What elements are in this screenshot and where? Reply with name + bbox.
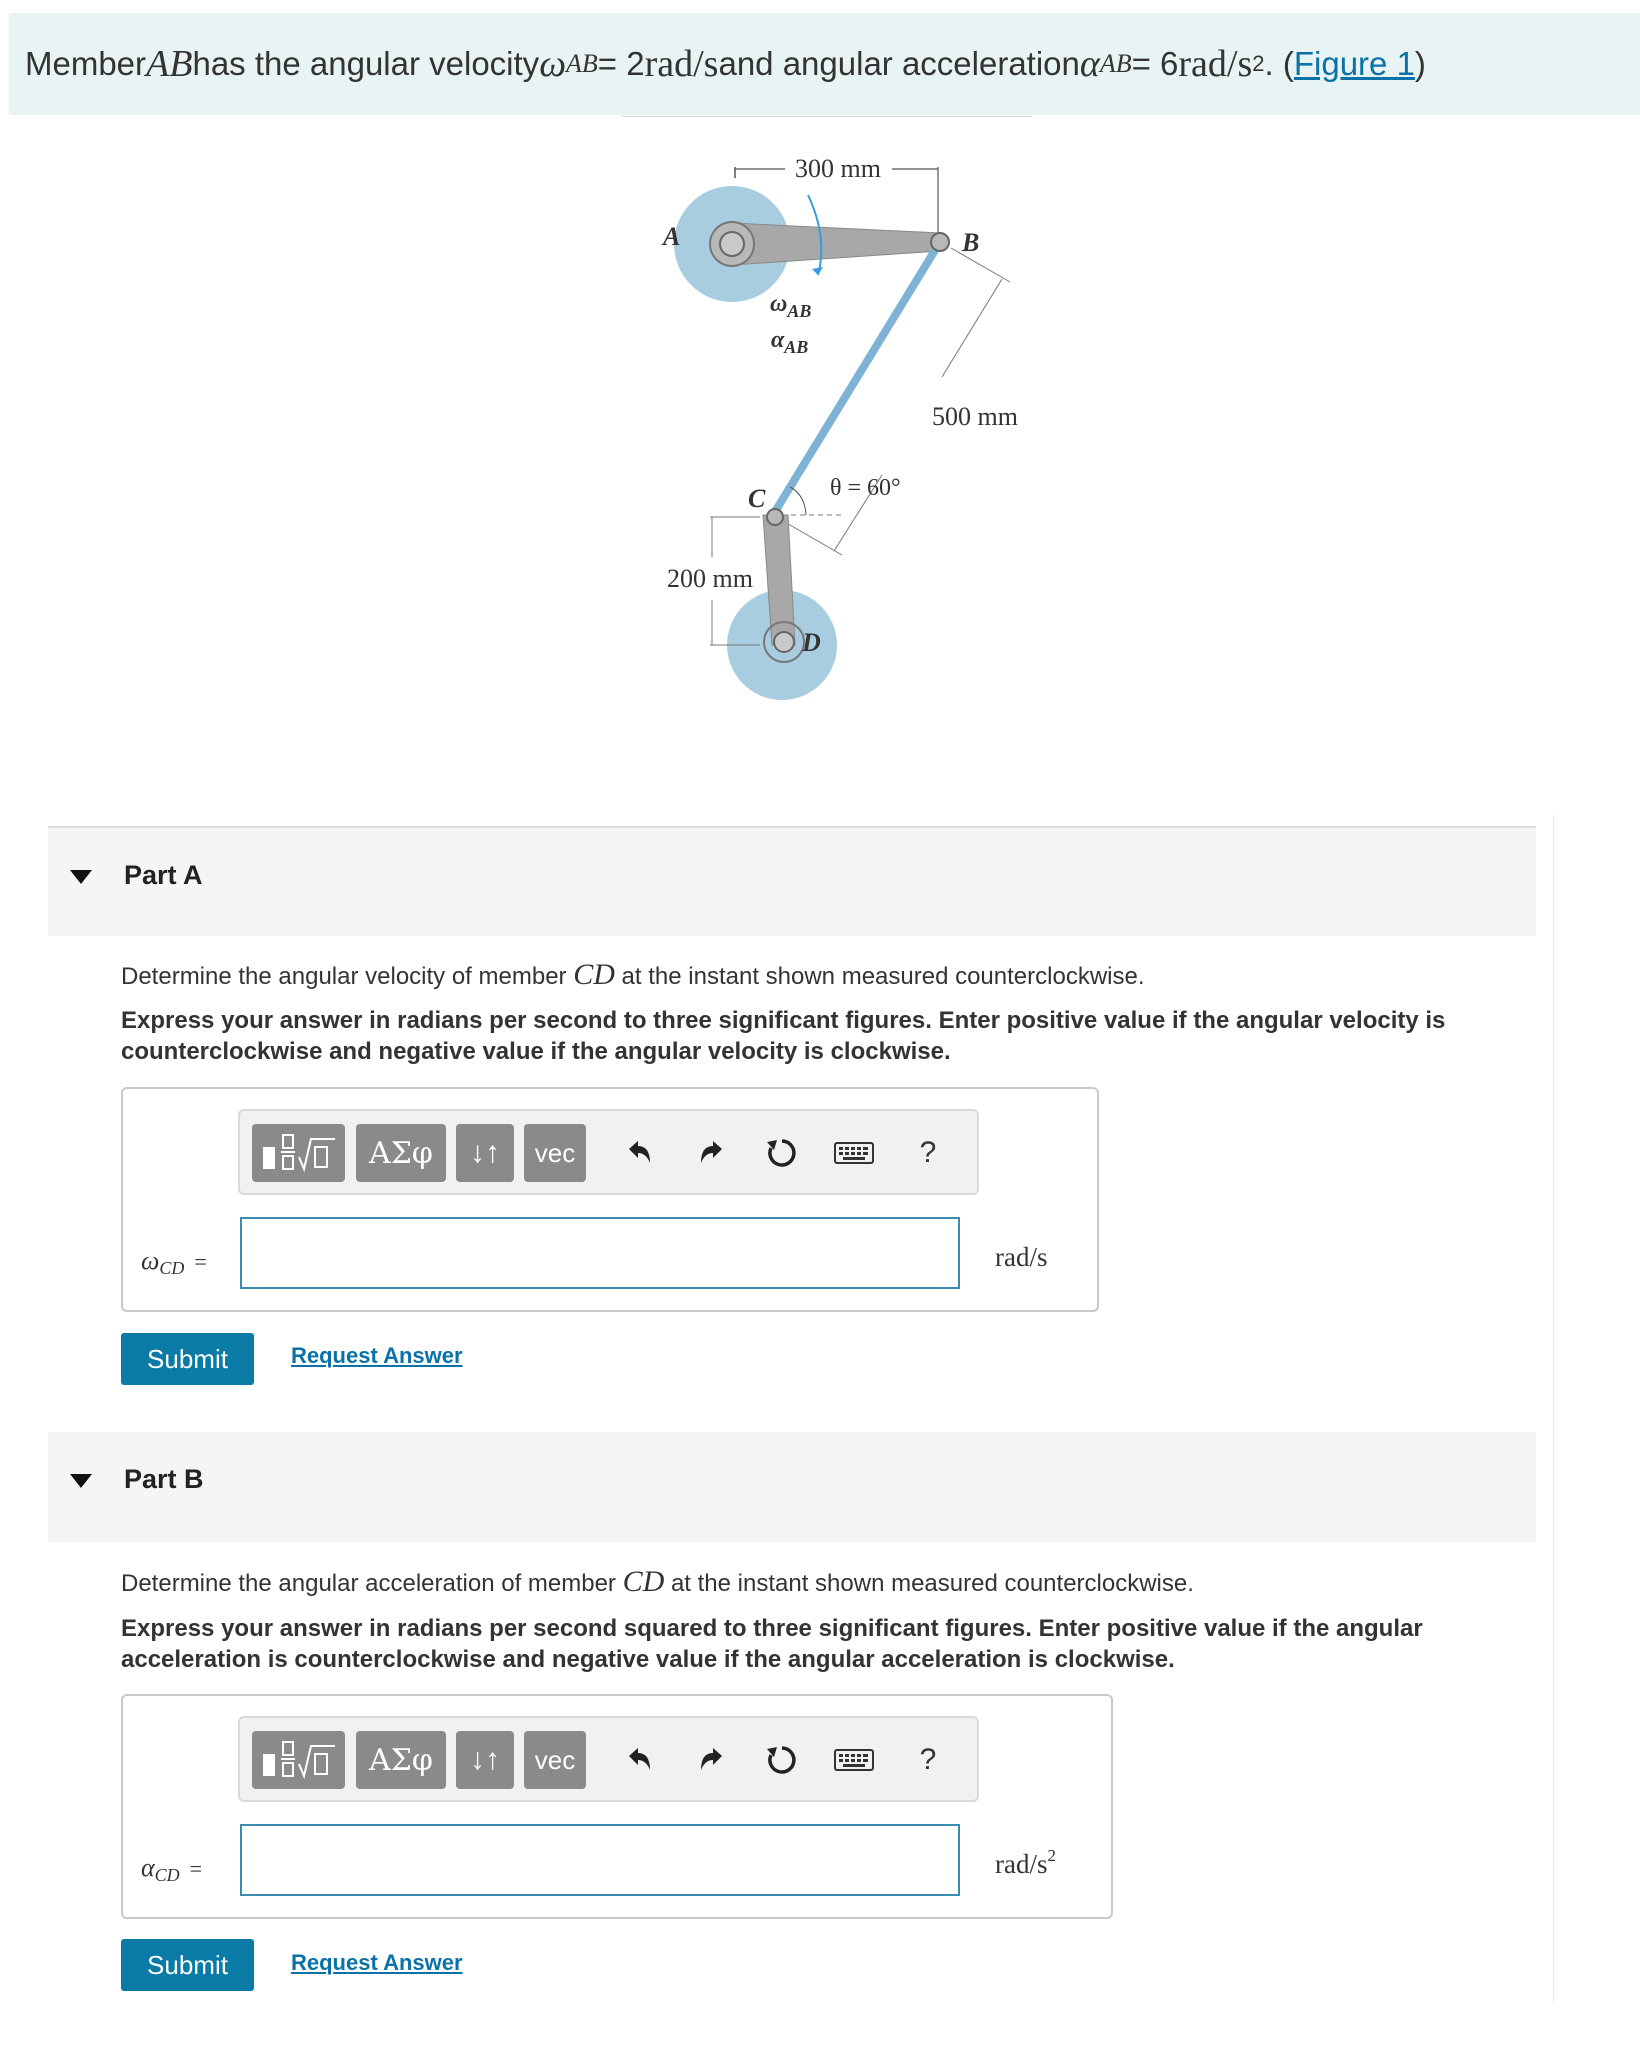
reset-icon[interactable]	[758, 1731, 806, 1789]
alpha-symbol: α	[1079, 43, 1100, 85]
part-a-question: Determine the angular velocity of member CD at the instant shown measured counterclockwise.	[121, 958, 1145, 991]
label-a: A	[663, 222, 681, 251]
problem-text: has the angular velocity	[192, 45, 540, 82]
submit-button[interactable]: Submit	[121, 1333, 254, 1385]
part-b-instructions: Express your answer in radians per second squared to three significant figures. Enter positive value if the angular acceleration is counterclockwise and negative value if the angular acceleration is clockwise.	[121, 1615, 1423, 1673]
omega-symbol: ω	[539, 43, 567, 85]
problem-statement	[9, 13, 1640, 115]
vector-button[interactable]: vec	[524, 1124, 586, 1182]
greek-symbols-button[interactable]: ΑΣφ	[356, 1731, 446, 1789]
collapse-triangle-icon[interactable]	[70, 870, 92, 884]
var-cd: CD	[622, 1565, 665, 1598]
pin-d	[774, 632, 794, 652]
collapse-triangle-icon[interactable]	[70, 1474, 92, 1488]
math-toolbar	[238, 1716, 979, 1802]
reset-icon[interactable]	[758, 1124, 806, 1182]
greek-symbols-button[interactable]: ΑΣφ	[356, 1124, 446, 1182]
label-d: D	[802, 628, 821, 657]
part-b-question: Determine the angular acceleration of member CD at the instant shown measured counterclockwise.	[121, 1565, 1194, 1598]
part-b-title: Part B	[124, 1464, 204, 1494]
subscript-superscript-button[interactable]: ↓↑	[456, 1124, 514, 1182]
figure-link[interactable]: Figure 1	[1293, 45, 1415, 82]
dim-ab-label: 300 mm	[795, 154, 881, 183]
pin-c	[767, 509, 783, 525]
redo-icon[interactable]	[688, 1124, 736, 1182]
var-ab: AB	[146, 43, 193, 85]
math-toolbar	[238, 1109, 979, 1195]
unit-label: rad/$s^2$	[995, 1846, 1056, 1879]
fraction-sqrt-icon	[259, 1738, 339, 1782]
keyboard-icon[interactable]	[830, 1124, 878, 1182]
unit-label: rad/s	[995, 1242, 1048, 1272]
redo-icon[interactable]	[688, 1731, 736, 1789]
undo-icon[interactable]	[615, 1124, 663, 1182]
alpha-value: = 6	[1131, 45, 1179, 82]
figure-divider	[622, 116, 1032, 117]
part-a-title: Part A	[124, 860, 203, 890]
dim-cd-label: 200 mm	[667, 564, 753, 593]
part-a-instructions: Express your answer in radians per second to three significant figures. Enter positive value if the angular velocity is counterclockwise and negative value if the angular velocity is clockwise.	[121, 1007, 1446, 1065]
subscript-ab: AB	[1099, 49, 1132, 78]
fraction-sqrt-icon	[259, 1131, 339, 1175]
fraction-sqrt-button[interactable]	[252, 1731, 345, 1789]
pin-a-inner	[720, 232, 744, 256]
content-border	[1553, 815, 1554, 2005]
help-icon[interactable]: ?	[919, 1743, 937, 1776]
request-answer-link[interactable]: Request Answer	[291, 1343, 463, 1368]
problem-text: and angular acceleration	[718, 45, 1080, 82]
keyboard-icon[interactable]	[830, 1731, 878, 1789]
fraction-sqrt-button[interactable]	[252, 1124, 345, 1182]
pin-b	[931, 233, 949, 251]
undo-icon[interactable]	[615, 1731, 663, 1789]
label-b: B	[962, 228, 980, 257]
angle-label: θ = 60°	[830, 475, 901, 501]
link-ab	[732, 223, 940, 265]
submit-button[interactable]: Submit	[121, 1939, 254, 1991]
dim-line	[942, 279, 1002, 377]
problem-text: )	[1414, 45, 1426, 82]
omega-cd-label: $\omega_{CD}$ =	[141, 1246, 207, 1278]
problem-text: . (	[1264, 45, 1294, 82]
unit-acceleration: rad/s	[1178, 43, 1253, 85]
dim-tick	[951, 248, 1010, 282]
omega-arrowhead	[812, 267, 823, 275]
part-b-header[interactable]	[48, 1432, 1536, 1542]
part-a-answer-box	[121, 1087, 1099, 1312]
subscript-ab: AB	[566, 49, 598, 78]
dim-bc-label: 500 mm	[932, 402, 1018, 431]
help-icon[interactable]: ?	[919, 1136, 937, 1169]
alpha-label: $\alpha_{AB}$	[771, 327, 809, 357]
part-a-header[interactable]	[48, 826, 1536, 936]
omega-cd-input[interactable]	[240, 1217, 960, 1289]
mechanism-figure	[620, 145, 1040, 705]
part-b-answer-box	[121, 1694, 1113, 1919]
problem-text: Member	[25, 45, 147, 82]
dim-tick	[783, 521, 842, 555]
unit-velocity: rad/s	[644, 43, 719, 85]
vector-button[interactable]: vec	[524, 1731, 586, 1789]
omega-value: = 2	[597, 45, 645, 82]
alpha-cd-input[interactable]	[240, 1824, 960, 1896]
label-c: C	[748, 484, 766, 513]
angle-arc	[790, 487, 806, 515]
unit-exponent: 2	[1252, 51, 1265, 76]
omega-label: $\omega_{AB}$	[770, 291, 812, 321]
var-cd: CD	[573, 958, 615, 991]
subscript-superscript-button[interactable]: ↓↑	[456, 1731, 514, 1789]
alpha-cd-label: $\alpha_{CD}$ =	[141, 1853, 203, 1885]
request-answer-link[interactable]: Request Answer	[291, 1950, 463, 1975]
